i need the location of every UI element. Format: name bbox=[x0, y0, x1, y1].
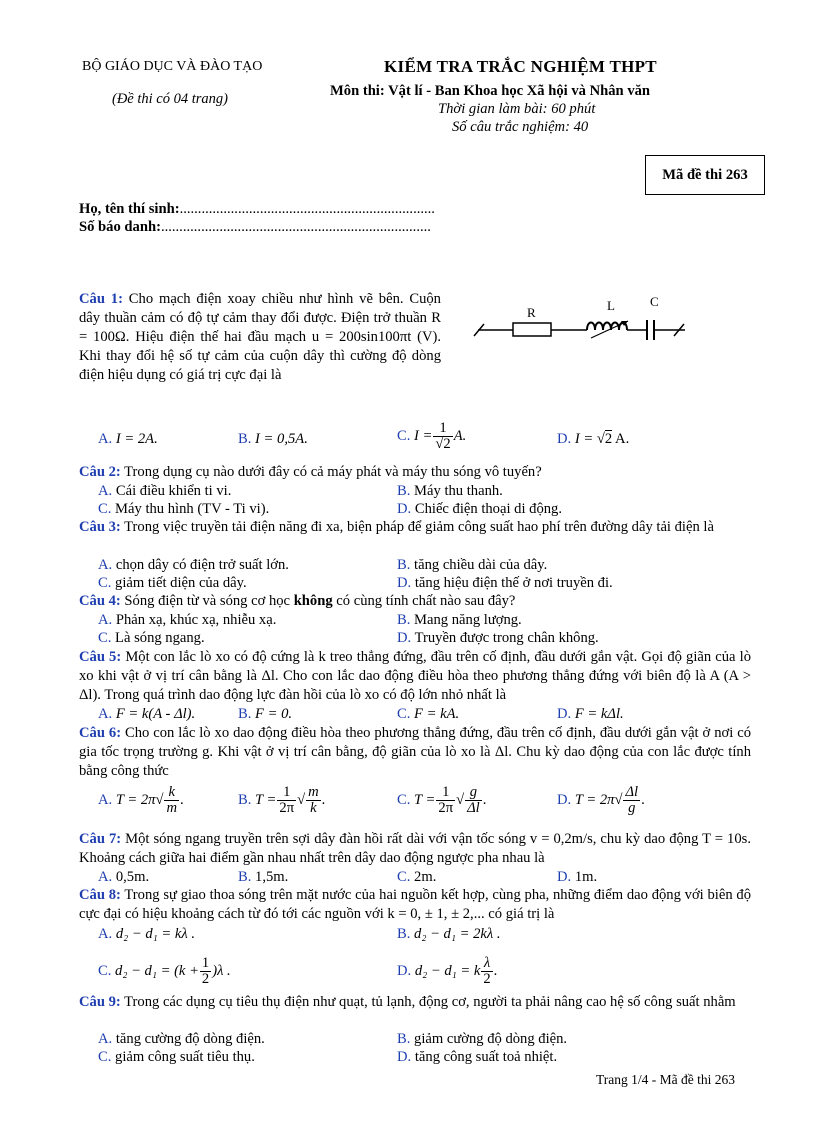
q6-option-d[interactable]: D. T = 2π√ $\frac{\Delta l}{g}$ . bbox=[557, 784, 645, 816]
q2-option-c[interactable]: C. Máy thu hình (TV - Ti vi). bbox=[98, 501, 270, 517]
name-label: Họ, tên thí sinh: bbox=[79, 201, 180, 217]
q7-option-c[interactable]: C. 2m. bbox=[397, 869, 437, 885]
exam-time: Thời gian làm bài: 60 phút bbox=[438, 101, 596, 117]
q9-option-d[interactable]: D. tăng công suất toả nhiệt. bbox=[397, 1049, 558, 1065]
q3-option-b[interactable]: B. tăng chiều dài của dây. bbox=[397, 557, 548, 573]
q4-option-d[interactable]: D. Truyền được trong chân không. bbox=[397, 630, 599, 646]
page-footer: Trang 1/4 - Mã đề thi 263 bbox=[596, 1072, 735, 1087]
label-l: L bbox=[607, 298, 615, 313]
id-dots: .......................................................................... bbox=[160, 219, 431, 235]
q4-option-a[interactable]: A. Phản xạ, khúc xạ, nhiễu xạ. bbox=[98, 612, 277, 628]
resistor-symbol bbox=[513, 323, 551, 336]
q6-option-a[interactable]: A. T = 2π√ $\frac{k}{m}$ . bbox=[98, 784, 184, 816]
q2-option-a[interactable]: A. Cái điều khiển ti vi. bbox=[98, 483, 232, 499]
question-7: Câu 7: Một sóng ngang truyền trên sợi dây đàn hồi rất dài với vận tốc sóng v = 0,2m/s, chu kỳ dao động T = 10s. Khoảng cách giữa hai điểm gần nhau nhất trên dây dao động ngược pha nhau là bbox=[79, 831, 751, 866]
q6-option-c[interactable]: C. T = $\frac{1}{2\pi}$ √ $\frac{g}{\Delta l}$ . bbox=[397, 784, 487, 816]
q2-option-d[interactable]: D. Chiếc điện thoại di động. bbox=[397, 501, 562, 517]
pages-note: (Đề thi có 04 trang) bbox=[112, 91, 228, 107]
q3-option-d[interactable]: D. tăng hiệu điện thế ở nơi truyền đi. bbox=[397, 575, 613, 591]
question-3: Câu 3: Trong việc truyền tải điện năng đi xa, biện pháp để giảm công suất hao phí trên đường dây tải điện là bbox=[79, 519, 714, 535]
q8-option-b[interactable]: B. d₂ − d₁ = 2kλ . bbox=[397, 926, 501, 942]
q5-option-b[interactable]: B. F = 0. bbox=[238, 706, 293, 722]
q4-option-b[interactable]: B. Mang năng lượng. bbox=[397, 612, 522, 628]
q9-option-b[interactable]: B. giảm cường độ dòng điện. bbox=[397, 1031, 568, 1047]
ministry: BỘ GIÁO DỤC VÀ ĐÀO TẠO bbox=[82, 59, 263, 74]
q7-option-d[interactable]: D. 1m. bbox=[557, 869, 598, 885]
q8-option-c[interactable]: C. d₂ − d₁ = (k + $\frac{1}{2}$ )λ . bbox=[98, 955, 231, 987]
q3-option-c[interactable]: C. giảm tiết diện của dây. bbox=[98, 575, 247, 591]
question-5: Câu 5: Một con lắc lò xo có độ cứng là k treo thẳng đứng, đầu trên cố định, đầu dưới gắn vật. Gọi độ giãn của lò xo khi vật ở vị trí cân bằng là Δl. Cho con lắc dao động điều hòa theo phương thẳng đứng với biên độ là A (A > Δl). Trong quá trình dao động lực đàn hồi của lò xo có độ lớn nhỏ nhất là bbox=[79, 649, 751, 703]
q8-option-d[interactable]: D. d₂ − d₁ = k $\frac{\lambda}{2}$ . bbox=[397, 955, 498, 987]
name-dots: ...................................................................... bbox=[179, 201, 435, 217]
subject: Môn thi: Vật lí - Ban Khoa học Xã hội và Nhân văn bbox=[330, 83, 651, 99]
q1-option-b[interactable]: B. I = 0,5A. bbox=[238, 431, 308, 447]
label-r: R bbox=[527, 305, 536, 320]
circuit-diagram bbox=[470, 290, 690, 350]
q3-option-a[interactable]: A. chọn dây có điện trở suất lớn. bbox=[98, 557, 289, 573]
question-9: Câu 9: Trong các dụng cụ tiêu thụ điện như quạt, tủ lạnh, động cơ, người ta phải nâng cao hệ số công suất nhằm bbox=[79, 994, 736, 1010]
question-1-text: Cho mạch điện xoay chiều như hình vẽ bên. Cuộn dây thuần cảm có độ tự cảm thay đổi được. Điện trở thuần R = 100Ω. Hiệu điện thế hai đầu mạch u = 200sin100πt (V). Khi thay đổi hệ số tự cảm của cuộn dây thì cường độ dòng điện hiệu dụng có giá trị cực đại là bbox=[79, 291, 441, 383]
q6-option-b[interactable]: B. T = $\frac{1}{2\pi}$ √ $\frac{m}{k}$ . bbox=[238, 784, 326, 816]
q4-option-c[interactable]: C. Là sóng ngang. bbox=[98, 630, 205, 646]
q2-option-b[interactable]: B. Máy thu thanh. bbox=[397, 483, 503, 499]
question-count: Số câu trắc nghiệm: 40 bbox=[452, 119, 589, 135]
exam-code-box: Mã đề thi 263 bbox=[645, 155, 765, 195]
question-1-label: Câu 1: bbox=[79, 291, 123, 307]
candidate-name-field bbox=[79, 200, 435, 219]
q1-option-c[interactable]: C. I = $\frac{1}{√2}$ A. bbox=[397, 420, 467, 452]
question-4: Câu 4: Sóng điện từ và sóng cơ học không có cùng tính chất nào sau đây? bbox=[79, 593, 516, 609]
q8-option-a[interactable]: A. d₂ − d₁ = kλ . bbox=[98, 926, 195, 942]
q9-option-a[interactable]: A. tăng cường độ dòng điện. bbox=[98, 1031, 265, 1047]
question-2: Câu 2: Trong dụng cụ nào dưới đây có cả máy phát và máy thu sóng vô tuyến? bbox=[79, 464, 542, 480]
q1-option-d[interactable]: D. I = √2 A. bbox=[557, 431, 630, 447]
question-8: Câu 8: Trong sự giao thoa sóng trên mặt nước của hai nguồn kết hợp, cùng pha, những điểm dao động với biên độ cực đại có hiệu khoảng cách từ đó tới các nguồn với k = 0, ± 1, ± 2,... có giá trị là bbox=[79, 887, 751, 922]
question-1 bbox=[79, 290, 441, 385]
q9-option-c[interactable]: C. giảm công suất tiêu thụ. bbox=[98, 1049, 255, 1065]
candidate-id-field bbox=[79, 218, 431, 237]
q7-option-a[interactable]: A. 0,5m. bbox=[98, 869, 150, 885]
exam-title: KIỂM TRA TRẮC NGHIỆM THPT bbox=[384, 57, 657, 76]
q5-option-c[interactable]: C. F = kA. bbox=[397, 706, 460, 722]
q5-option-a[interactable]: A. F = k(A - Δl). bbox=[98, 706, 196, 722]
question-6: Câu 6: Cho con lắc lò xo dao động điều hòa theo phương thẳng đứng, đầu trên cố định, đầu dưới gắn vật ở nơi có gia tốc trọng trường g. Khi vật ở vị trí cân bằng, độ giãn của lò xo là Δl. Chu kỳ dao động của con lắc được tính bằng công thức bbox=[79, 725, 751, 779]
id-label: Số báo danh: bbox=[79, 219, 161, 235]
label-c: C bbox=[650, 294, 659, 309]
q1-option-a[interactable]: A. I = 2A. bbox=[98, 431, 158, 447]
q7-option-b[interactable]: B. 1,5m. bbox=[238, 869, 289, 885]
q5-option-d[interactable]: D. F = kΔl. bbox=[557, 706, 624, 722]
